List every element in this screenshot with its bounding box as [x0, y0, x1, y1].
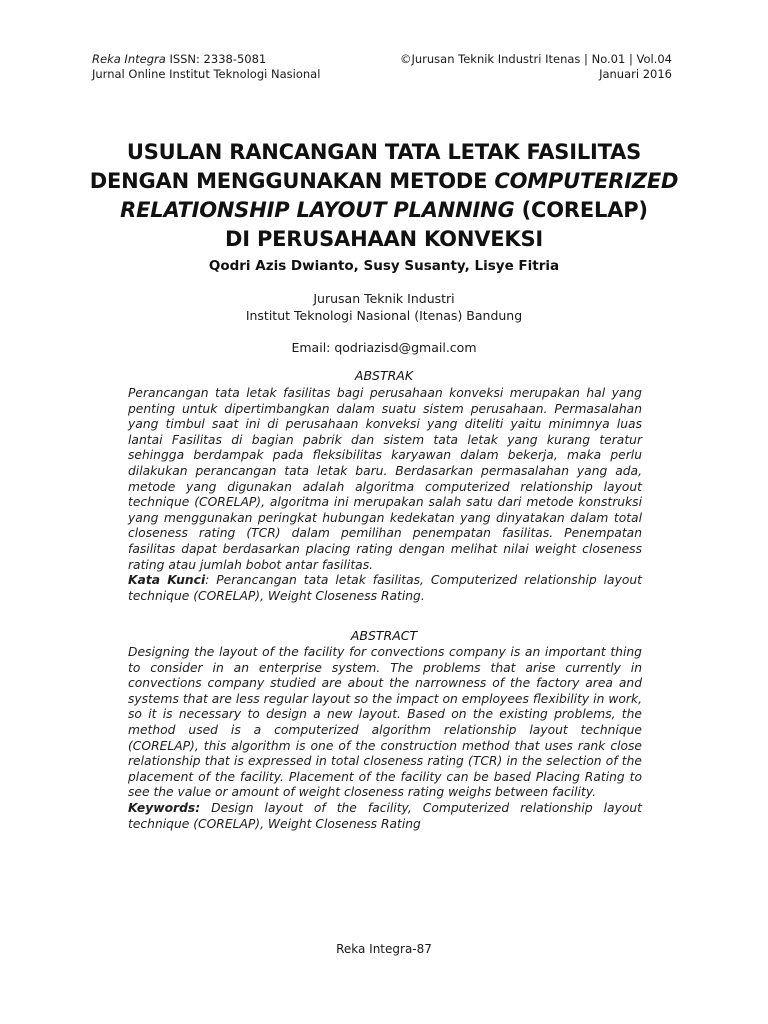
abstrak-body — [128, 386, 642, 604]
title-line3-plain: (CORELAP) — [514, 198, 648, 222]
title-line3 — [60, 196, 708, 225]
header-left — [92, 52, 320, 82]
abstract-heading: ABSTRACT — [350, 628, 418, 643]
abstrak-heading: ABSTRAK — [354, 368, 414, 383]
issn: ISSN: 2338-5081 — [169, 52, 267, 66]
title-line4: DI PERUSAHAAN KONVEKSI — [224, 227, 544, 251]
abstrak-text: Perancangan tata letak fasilitas bagi perusahaan konveksi merupakan hal yang penting untuk dipertimbangkan dalam suatu sistem perusahaan. Permasalahan yang timbul saat ini di perusahaan konveksi yang diteliti yaitu minimnya luas lantai Fasilitas di bagian pabrik dan sistem tata letak yang kurang teratur sehingga berdampak pada fleksibilitas karyawan dalam bekerja, maka perlu dilakukan perancangan tata letak baru. Berdasarkan permasalahan yang ada, metode yang digunakan adalah algoritma computerized relationship layout technique (CORELAP), algoritma ini merupakan salah satu dari metode konstruksi yang menggunakan peringkat hubungan kedekatan yang dinyatakan dalam total closeness rating (TCR) dalam pemilihan penempatan fasilitas. Penempatan fasilitas dapat berdasarkan placing rating dengan melihat nilai weight closeness rating atau jumlah bobot antar fasilitas. — [128, 386, 642, 572]
kata-kunci-label: Kata Kunci — [128, 573, 206, 588]
email: Email: qodriazisd@gmail.com — [291, 340, 477, 355]
journal-name: Reka Integra — [92, 52, 166, 66]
copyright-line: ©Jurusan Teknik Industri Itenas | No.01 | Vol.04 — [399, 52, 672, 66]
title-line2 — [60, 167, 708, 196]
department: Jurusan Teknik Industri — [313, 291, 455, 306]
title-line1: USULAN RANCANGAN TATA LETAK FASILITAS — [126, 140, 642, 164]
issue-date: Januari 2016 — [599, 67, 672, 81]
authors: Qodri Azis Dwianto, Susy Susanty, Lisye Fitria — [208, 258, 560, 274]
abstract-text: Designing the layout of the facility for convections company is an important thing to consider in an enterprise system. The problems that arise currently in convections company studied are about the narrowness of the factory area and systems that are less regular layout so the impact on employees flexibility in work, so it is necessary to design a new layout. Based on the existing problems, the method used is a computerized algorithm relationship layout technique (CORELAP), this algorithm is one of the construction method that uses rank close relationship that is expressed in total closeness rating (TCR) in the selection of the placement of the facility. Placement of the facility can be based Placing Rating to see the value or amount of weight closeness rating weighs between facility. — [128, 645, 642, 800]
page-footer: Reka Integra-87 — [336, 942, 432, 956]
kata-kunci-text: : Perancangan tata letak fasilitas, Computerized relationship layout technique (CORELAP), Weight Closeness Rating. — [128, 573, 642, 603]
title-line2-italic: COMPUTERIZED — [494, 169, 679, 193]
title-line2-plain: DENGAN MENGGUNAKAN METODE — [89, 169, 495, 193]
header-right — [400, 52, 672, 82]
journal-line2: Jurnal Online Institut Teknologi Nasional — [92, 67, 321, 81]
institute: Institut Teknologi Nasional (Itenas) Bandung — [245, 308, 523, 323]
paper-title — [60, 138, 708, 254]
affiliation — [0, 290, 768, 324]
title-line3-italic: RELATIONSHIP LAYOUT PLANNING — [120, 198, 515, 222]
abstract-body — [128, 645, 642, 832]
keywords-label: Keywords: — [128, 800, 201, 815]
keywords-text: Design layout of the facility, Computerized relationship layout technique (CORELAP), Weight Closeness Rating — [128, 800, 642, 831]
journal-line1 — [92, 52, 320, 67]
